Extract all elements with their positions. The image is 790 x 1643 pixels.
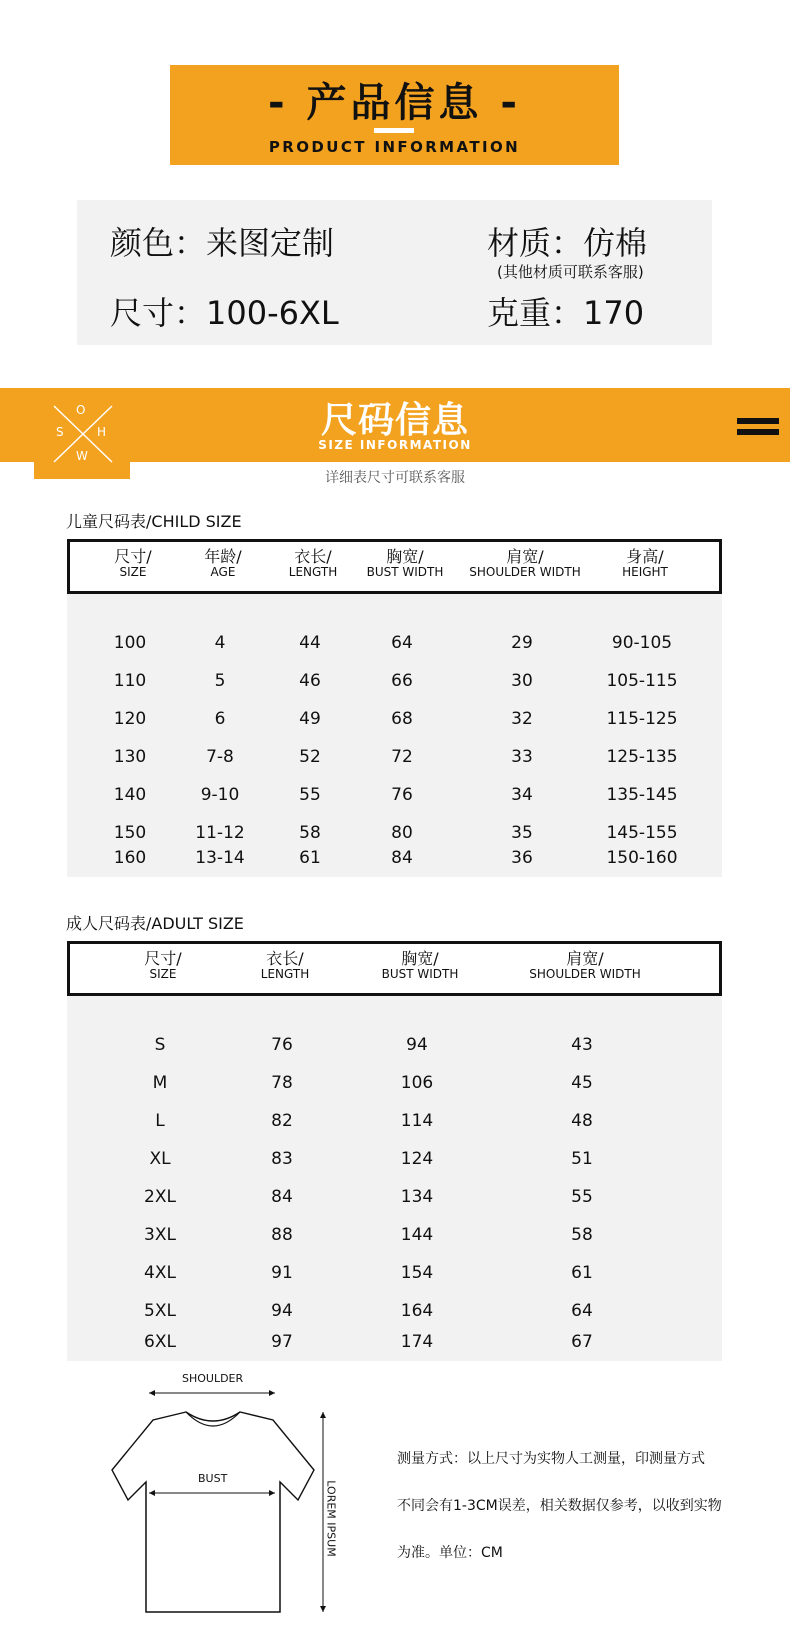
table-cell: 145-155 <box>606 823 678 843</box>
header-label-en: SIZE <box>119 565 147 580</box>
table-cell: 35 <box>511 823 533 843</box>
table-row <box>67 1102 722 1140</box>
table-cell: 66 <box>391 671 413 691</box>
table-cell: 124 <box>400 1149 434 1169</box>
hamburger-bar <box>737 418 779 424</box>
color-spec: 颜色：来图定制 <box>110 224 335 262</box>
table-row <box>67 1254 722 1292</box>
child-table-body <box>67 594 722 877</box>
hamburger-icon <box>737 418 779 440</box>
table-cell: 2XL <box>144 1187 176 1207</box>
header-shoulder-width <box>505 950 665 982</box>
logo-letter-o: O <box>76 403 86 417</box>
header-label-en: SIZE <box>149 967 177 982</box>
table-cell: 80 <box>391 823 413 843</box>
adult-table-header <box>67 941 722 996</box>
table-cell: 58 <box>299 823 321 843</box>
table-cell: 51 <box>571 1149 593 1169</box>
header-label-en: LENGTH <box>260 967 310 982</box>
table-cell: 144 <box>400 1225 434 1245</box>
table-row <box>67 662 722 700</box>
header-length <box>235 950 335 982</box>
table-cell: 29 <box>511 633 533 653</box>
table-cell: 58 <box>571 1225 593 1245</box>
table-cell: 76 <box>391 785 413 805</box>
table-cell: 7-8 <box>206 747 234 767</box>
shoulder-label: SHOULDER <box>182 1372 244 1385</box>
product-info-banner <box>170 65 619 165</box>
table-cell: 88 <box>271 1225 293 1245</box>
table-cell: 61 <box>571 1263 593 1283</box>
table-cell: 72 <box>391 747 413 767</box>
table-cell: 45 <box>571 1073 593 1093</box>
table-cell: 55 <box>571 1187 593 1207</box>
table-cell: 154 <box>400 1263 434 1283</box>
logo-cross-icon <box>34 388 130 479</box>
table-cell: 84 <box>271 1187 293 1207</box>
header-label-en: BUST WIDTH <box>366 565 444 580</box>
table-cell: S <box>154 1035 166 1055</box>
measurement-note-line: 不同会有1-3CM误差，相关数据仅参考，以收到实物 <box>397 1498 722 1514</box>
product-info-subtitle: PRODUCT INFORMATION <box>268 138 521 156</box>
table-cell: 114 <box>400 1111 434 1131</box>
material-spec: 材质：仿棉 <box>487 224 648 262</box>
table-cell: 52 <box>299 747 321 767</box>
measurement-note <box>397 1436 727 1577</box>
header-size <box>118 950 208 982</box>
table-cell: 115-125 <box>606 709 678 729</box>
table-cell: 34 <box>511 785 533 805</box>
table-cell: 125-135 <box>606 747 678 767</box>
table-cell: 78 <box>271 1073 293 1093</box>
header-label-zh: 衣长/ <box>266 949 304 968</box>
table-cell: 97 <box>271 1332 293 1352</box>
material-note: (其他材质可联系客服) <box>497 263 644 281</box>
header-age <box>183 548 263 580</box>
header-label-en: BUST WIDTH <box>381 967 459 982</box>
table-cell: 30 <box>511 671 533 691</box>
table-row <box>67 1216 722 1254</box>
length-label: LOREM IPSUM <box>324 1480 338 1557</box>
table-cell: 9-10 <box>200 785 240 805</box>
header-bust-width <box>355 950 485 982</box>
table-cell: 164 <box>400 1301 434 1321</box>
table-cell: 84 <box>391 848 413 868</box>
header-length <box>273 548 353 580</box>
table-cell: 6XL <box>144 1332 176 1352</box>
table-cell: 120 <box>113 709 147 729</box>
table-cell: 4XL <box>144 1263 176 1283</box>
shw-logo <box>34 388 130 479</box>
header-label-zh: 身高/ <box>626 547 664 566</box>
table-cell: 44 <box>299 633 321 653</box>
table-cell: 94 <box>271 1301 293 1321</box>
table-cell: 64 <box>391 633 413 653</box>
table-row <box>67 776 722 814</box>
table-cell: L <box>155 1111 165 1131</box>
hamburger-bar <box>737 429 779 435</box>
table-row <box>67 1140 722 1178</box>
table-cell: 3XL <box>144 1225 176 1245</box>
size-info-subtitle: SIZE INFORMATION <box>318 438 472 452</box>
table-cell: 48 <box>571 1111 593 1131</box>
table-cell: 32 <box>511 709 533 729</box>
header-label-en: AGE <box>210 565 236 580</box>
header-size <box>103 548 163 580</box>
logo-letter-s: S <box>56 425 64 439</box>
table-cell: 4 <box>214 633 226 653</box>
table-cell: 5 <box>214 671 226 691</box>
table-row <box>67 738 722 776</box>
logo-letter-w: W <box>76 449 88 463</box>
table-cell: 130 <box>113 747 147 767</box>
table-cell: 67 <box>571 1332 593 1352</box>
weight-spec: 克重：170 <box>487 294 645 332</box>
table-cell: 46 <box>299 671 321 691</box>
adult-table-body <box>67 996 722 1361</box>
table-cell: 82 <box>271 1111 293 1131</box>
logo-letter-h: H <box>97 425 107 439</box>
header-label-zh: 肩宽/ <box>566 949 604 968</box>
header-label-en: SHOULDER WIDTH <box>529 967 641 982</box>
table-cell: 110 <box>113 671 147 691</box>
size-spec: 尺寸：100-6XL <box>110 294 339 332</box>
table-cell: 91 <box>271 1263 293 1283</box>
table-cell: 134 <box>400 1187 434 1207</box>
header-label-en: LENGTH <box>288 565 338 580</box>
table-cell: 135-145 <box>606 785 678 805</box>
table-cell: 36 <box>511 848 533 868</box>
header-height <box>580 548 710 580</box>
table-row <box>67 1323 722 1361</box>
measurement-note-line: 为准。单位：CM <box>397 1545 503 1561</box>
table-cell: 33 <box>511 747 533 767</box>
table-row <box>67 839 722 877</box>
header-label-zh: 年龄/ <box>204 547 242 566</box>
tshirt-diagram <box>100 1372 360 1632</box>
tshirt-outline-icon <box>100 1372 360 1632</box>
size-info-title: 尺码信息 <box>320 400 469 441</box>
header-label-zh: 衣长/ <box>294 547 332 566</box>
table-cell: 140 <box>113 785 147 805</box>
table-cell: 64 <box>571 1301 593 1321</box>
table-cell: 83 <box>271 1149 293 1169</box>
table-cell: 100 <box>113 633 147 653</box>
table-cell: 76 <box>271 1035 293 1055</box>
product-info-box <box>77 200 712 345</box>
table-cell: 160 <box>113 848 147 868</box>
header-shoulder-width <box>460 548 590 580</box>
table-row <box>67 700 722 738</box>
table-cell: 150 <box>113 823 147 843</box>
bust-label: BUST <box>198 1472 228 1485</box>
table-cell: 55 <box>299 785 321 805</box>
measurement-note-line: 测量方式：以上尺寸为实物人工测量，印测量方式 <box>397 1451 705 1467</box>
title-underline <box>374 128 414 133</box>
table-cell: 106 <box>400 1073 434 1093</box>
table-cell: 174 <box>400 1332 434 1352</box>
table-cell: 94 <box>406 1035 428 1055</box>
table-cell: 43 <box>571 1035 593 1055</box>
header-label-zh: 胸宽/ <box>386 547 424 566</box>
contact-note: 详细表尺寸可联系客服 <box>325 470 465 486</box>
table-cell: 90-105 <box>611 633 673 653</box>
table-row <box>67 1064 722 1102</box>
header-label-zh: 胸宽/ <box>401 949 439 968</box>
header-bust-width <box>350 548 460 580</box>
table-row <box>67 624 722 662</box>
child-table-title: 儿童尺码表/CHILD SIZE <box>66 512 242 531</box>
table-row <box>67 1026 722 1064</box>
table-cell: M <box>152 1073 168 1093</box>
adult-table-title: 成人尺码表/ADULT SIZE <box>66 914 244 933</box>
table-cell: 49 <box>299 709 321 729</box>
table-cell: 5XL <box>144 1301 176 1321</box>
table-cell: 68 <box>391 709 413 729</box>
child-table-header <box>67 539 722 594</box>
header-label-en: HEIGHT <box>622 565 668 580</box>
table-cell: 150-160 <box>606 848 678 868</box>
table-cell: 105-115 <box>606 671 678 691</box>
header-label-zh: 肩宽/ <box>506 547 544 566</box>
table-cell: 61 <box>299 848 321 868</box>
header-label-zh: 尺寸/ <box>114 547 152 566</box>
table-cell: 13-14 <box>195 848 245 868</box>
product-info-title: - 产品信息 - <box>267 80 522 126</box>
table-cell: XL <box>149 1149 171 1169</box>
table-cell: 11-12 <box>195 823 245 843</box>
table-cell: 6 <box>214 709 226 729</box>
header-label-zh: 尺寸/ <box>144 949 182 968</box>
header-label-en: SHOULDER WIDTH <box>469 565 581 580</box>
table-row <box>67 1178 722 1216</box>
